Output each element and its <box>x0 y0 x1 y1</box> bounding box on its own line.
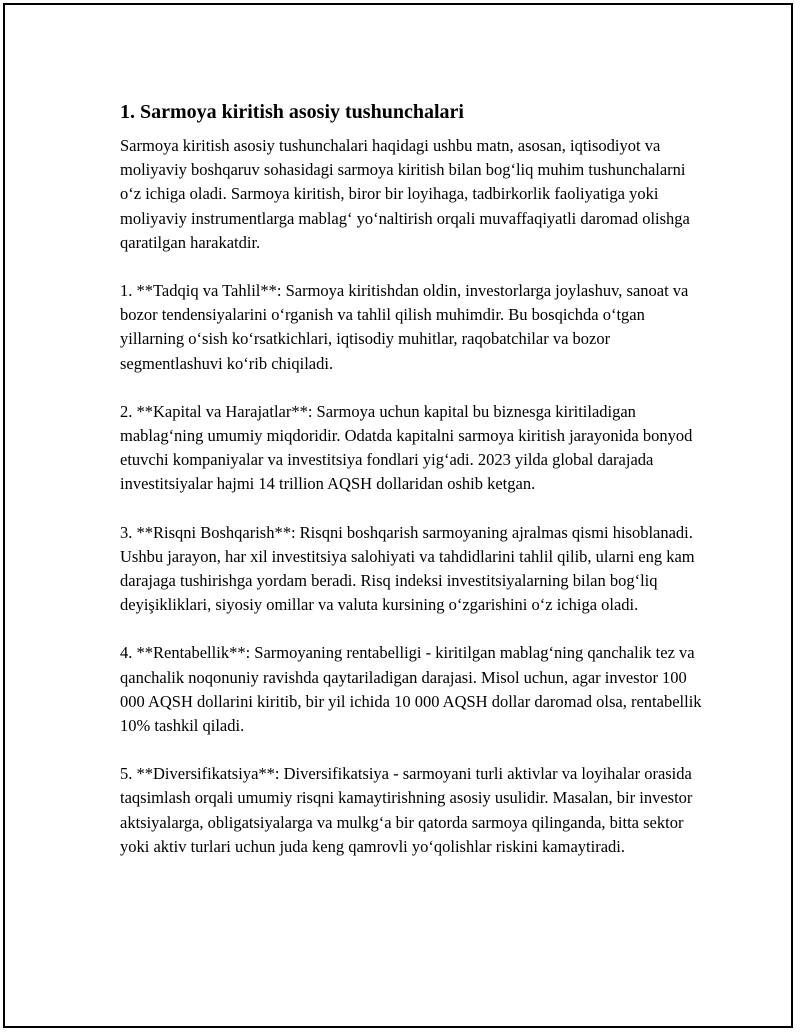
section-heading: 1. Sarmoya kiritish asosiy tushunchalari <box>120 101 464 123</box>
intro-paragraph: Sarmoya kiritish asosiy tushunchalari haqidagi ushbu matn, asosan, iqtisodiyot va moliyaviy boshqaruv sohasidagi sarmoya kiritish bilan bog‘liq muhim tushunchalarni o‘z ichiga oladi. Sarmoya kiritish, biror bir loyihaga, tadbirkorlik faoliyatiga yoki moliyaviy instrumentlarga mablag‘ yo‘naltirish orqali muvaffaqiyatli daromad olishga qaratilgan harakatdir. <box>120 136 690 252</box>
paragraph-profitability: 4. **Rentabellik**: Sarmoyaning rentabelligi - kiritilgan mablag‘ning qanchalik tez va qanchalik noqonuniy ravishda qaytariladigan darajasi. Misol uchun, agar investor 100 000 AQSH dollarini kiritib, bir yil ichida 10 000 AQSH dollar daromad olsa, rentabellik 10% tashkil qiladi. <box>120 643 702 736</box>
paragraph-risk-management: 3. **Risqni Boshqarish**: Risqni boshqarish sarmoyaning ajralmas qismi hisoblanadi. Ushbu jarayon, har xil investitsiya salohiyati va tahdidlarini tahlil qilib, ularni eng kam darajaga tushirishga yordam beradi. Risq indeksi investitsiyalarning bilan bog‘liq deyişikliklari, siyosiy omillar va valuta kursining o‘zgarishini o‘z ichiga oladi. <box>120 522 695 615</box>
paragraph-research-analysis: 1. **Tadqiq va Tahlil**: Sarmoya kiritishdan oldin, investorlarga joylashuv, sanoat va bozor tendensiyalarini o‘rganish va tahlil qilish muhimdir. Bu bosqichda o‘tgan yillarning o‘sish ko‘rsatkichlari, iqtisodiy muhitlar, raqobatchilar va bozor segmentlashuvi ko‘rib chiqiladi. <box>120 281 689 373</box>
paragraph-capital-expenses: 2. **Kapital va Harajatlar**: Sarmoya uchun kapital bu biznesga kiritiladigan mablag‘ning umumiy miqdoridir. Odatda kapitalni sarmoya kiritish jarayonida bonyod etuvchi kompaniyalar va investitsiya fondlari yig‘adi. 2023 yilda global darajada investitsiyalar hajmi 14 trillion AQSH dollaridan oshib ketgan. <box>120 401 693 494</box>
document-content <box>120 98 705 883</box>
paragraph-diversification: 5. **Diversifikatsiya**: Diversifikatsiya - sarmoyani turli aktivlar va loyihalar orasida taqsimlash orqali umumiy risqni kamaytirishning asosiy usulidir. Masalan, bir investor aktsiyalarga, obligatsiyalarga va mulkg‘a bir qatorda sarmoya qilinganda, bitta sektor yoki aktiv turlari uchun juda keng qamrovli yo‘qolishlar riskini kamaytiradi. <box>120 764 693 856</box>
document-page <box>3 3 793 1028</box>
